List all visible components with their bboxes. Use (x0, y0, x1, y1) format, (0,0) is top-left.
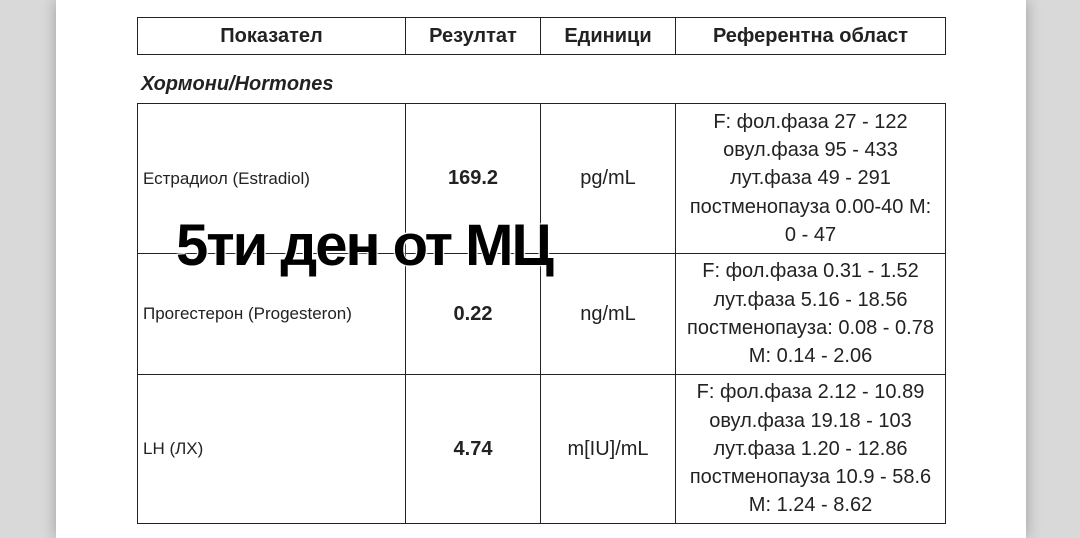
header-reference: Референтна област (676, 18, 946, 55)
hormones-results-table (137, 103, 946, 524)
reference-line: овул.фаза 19.18 - 103 (709, 409, 912, 432)
header-result: Резултат (406, 18, 541, 55)
table-row (138, 375, 946, 524)
test-value: 4.74 (406, 375, 541, 524)
reference-line: лут.фаза 5.16 - 18.56 (713, 288, 908, 311)
test-unit: pg/mL (541, 104, 676, 254)
test-name: LH (ЛХ) (138, 375, 406, 524)
reference-line: лут.фаза 1.20 - 12.86 (713, 437, 908, 460)
test-value: 0.22 (406, 254, 541, 375)
section-title: Хормони/Hormones (141, 73, 334, 95)
test-unit: ng/mL (541, 254, 676, 375)
results-header-table (137, 17, 946, 55)
reference-line: постменопауза: 0.08 - 0.78 (687, 317, 934, 339)
reference-line: M: 1.24 - 8.62 (748, 494, 873, 517)
annotation-overlay-text: 5ти ден от МЦ (176, 213, 552, 278)
reference-range (676, 375, 946, 524)
test-name: Естрадиол (Estradiol) (138, 104, 406, 254)
header-units: Единици (541, 18, 676, 55)
reference-line: F: фол.фаза 2.12 - 10.89 (696, 381, 925, 404)
reference-line: овул.фаза 95 - 433 (723, 139, 898, 162)
reference-line: 0 - 47 (784, 223, 837, 246)
header-parameter: Показател (138, 18, 406, 55)
header-row (138, 18, 946, 55)
test-name: Прогестерон (Progesteron) (138, 254, 406, 375)
reference-line: M: 0.14 - 2.06 (748, 345, 873, 368)
reference-line: лут.фаза 49 - 291 (730, 167, 891, 190)
test-value: 169.2 (406, 104, 541, 254)
reference-line: постменопауза 0.00-40 M: (689, 195, 932, 218)
test-unit: m[IU]/mL (541, 375, 676, 524)
reference-line: F: фол.фаза 0.31 - 1.52 (702, 260, 919, 283)
reference-line: F: фол.фаза 27 - 122 (713, 110, 908, 133)
reference-line: постменопауза 10.9 - 58.6 (689, 466, 932, 489)
reference-range (676, 104, 946, 254)
reference-range (676, 254, 946, 375)
